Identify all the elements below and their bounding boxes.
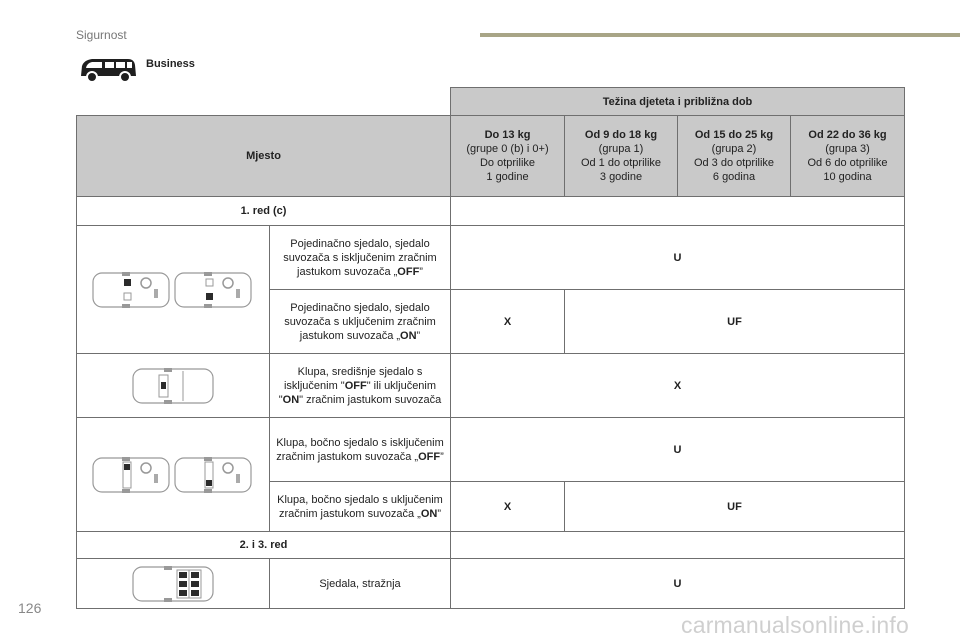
front-bench-center-diagram: [77, 354, 270, 418]
suitability-value: U: [451, 559, 905, 609]
front-bench-side-diagram: [77, 418, 270, 532]
group-title: Od 22 do 36 kg: [808, 129, 887, 141]
car-seat-layout-icon: [128, 563, 218, 605]
suitability-value: U: [451, 418, 905, 482]
header-rule: [480, 33, 960, 37]
group-header: [791, 116, 905, 197]
suitability-value: X: [451, 290, 565, 354]
group-line: (grupa 1): [598, 143, 644, 155]
group-line: Od 1 do otprilike: [580, 157, 662, 169]
group-title: Od 15 do 25 kg: [694, 129, 774, 141]
group-header: [451, 116, 565, 197]
empty-cell: [451, 532, 905, 559]
suitability-value: X: [451, 482, 565, 532]
group-line: (grupa 2): [711, 143, 757, 155]
seat-description: Klupa, središnje sjedalo s isključenim "OFF" ili uključenim "ON" zračnim jastukom suvozača: [270, 354, 451, 418]
group-line: 6 godina: [712, 171, 756, 183]
seat-description: Pojedinačno sjedalo, sjedalo suvozača s isključenim zračnim jastukom suvozača „OFF”: [270, 226, 451, 290]
group-line: Do otprilike: [479, 157, 536, 169]
group-title: Od 9 do 18 kg: [584, 129, 658, 141]
suitability-value: U: [451, 226, 905, 290]
car-seat-layout-icon: [128, 363, 218, 409]
group-line: 10 godina: [823, 171, 872, 183]
front-single-seat-diagram: [77, 226, 270, 354]
group-line: 3 godine: [599, 171, 643, 183]
group-line: Od 3 do otprilike: [693, 157, 775, 169]
child-seat-table: [76, 87, 905, 609]
group-header: [565, 116, 678, 197]
van-icon: [78, 56, 138, 84]
empty-cell: [451, 197, 905, 226]
group-line: Od 6 do otprilike: [807, 157, 888, 169]
suitability-value: UF: [565, 290, 905, 354]
seat-description: Klupa, bočno sjedalo s uključenim zračnim jastukom suvozača „ON”: [270, 482, 451, 532]
seat-description: Pojedinačno sjedalo, sjedalo suvozača s uključenim zračnim jastukom suvozača „ON”: [270, 290, 451, 354]
header-blank: [77, 88, 451, 116]
car-seat-layout-icon: [88, 267, 258, 313]
suitability-value: UF: [565, 482, 905, 532]
group-line: (grupe 0 (b) i 0+): [466, 143, 549, 155]
page-number: 126: [18, 600, 42, 616]
vehicle-name: Business: [146, 58, 195, 70]
weight-header: Težina djeteta i približna dob: [451, 88, 905, 116]
rear-seats-diagram: [77, 559, 270, 609]
group-header: [678, 116, 791, 197]
row-label: 2. i 3. red: [77, 532, 451, 559]
row-label: 1. red (c): [77, 197, 451, 226]
section-title: Sigurnost: [76, 28, 127, 42]
place-header: Mjesto: [77, 116, 451, 197]
group-line: 1 godine: [486, 171, 529, 183]
group-line: (grupa 3): [825, 143, 870, 155]
watermark: carmanualsonline.info: [681, 612, 909, 638]
seat-description: Sjedala, stražnja: [270, 559, 451, 609]
car-seat-layout-icon: [88, 452, 258, 498]
group-title: Do 13 kg: [484, 129, 531, 141]
suitability-value: X: [451, 354, 905, 418]
seat-description: Klupa, bočno sjedalo s isključenim zračnim jastukom suvozača „OFF”: [270, 418, 451, 482]
